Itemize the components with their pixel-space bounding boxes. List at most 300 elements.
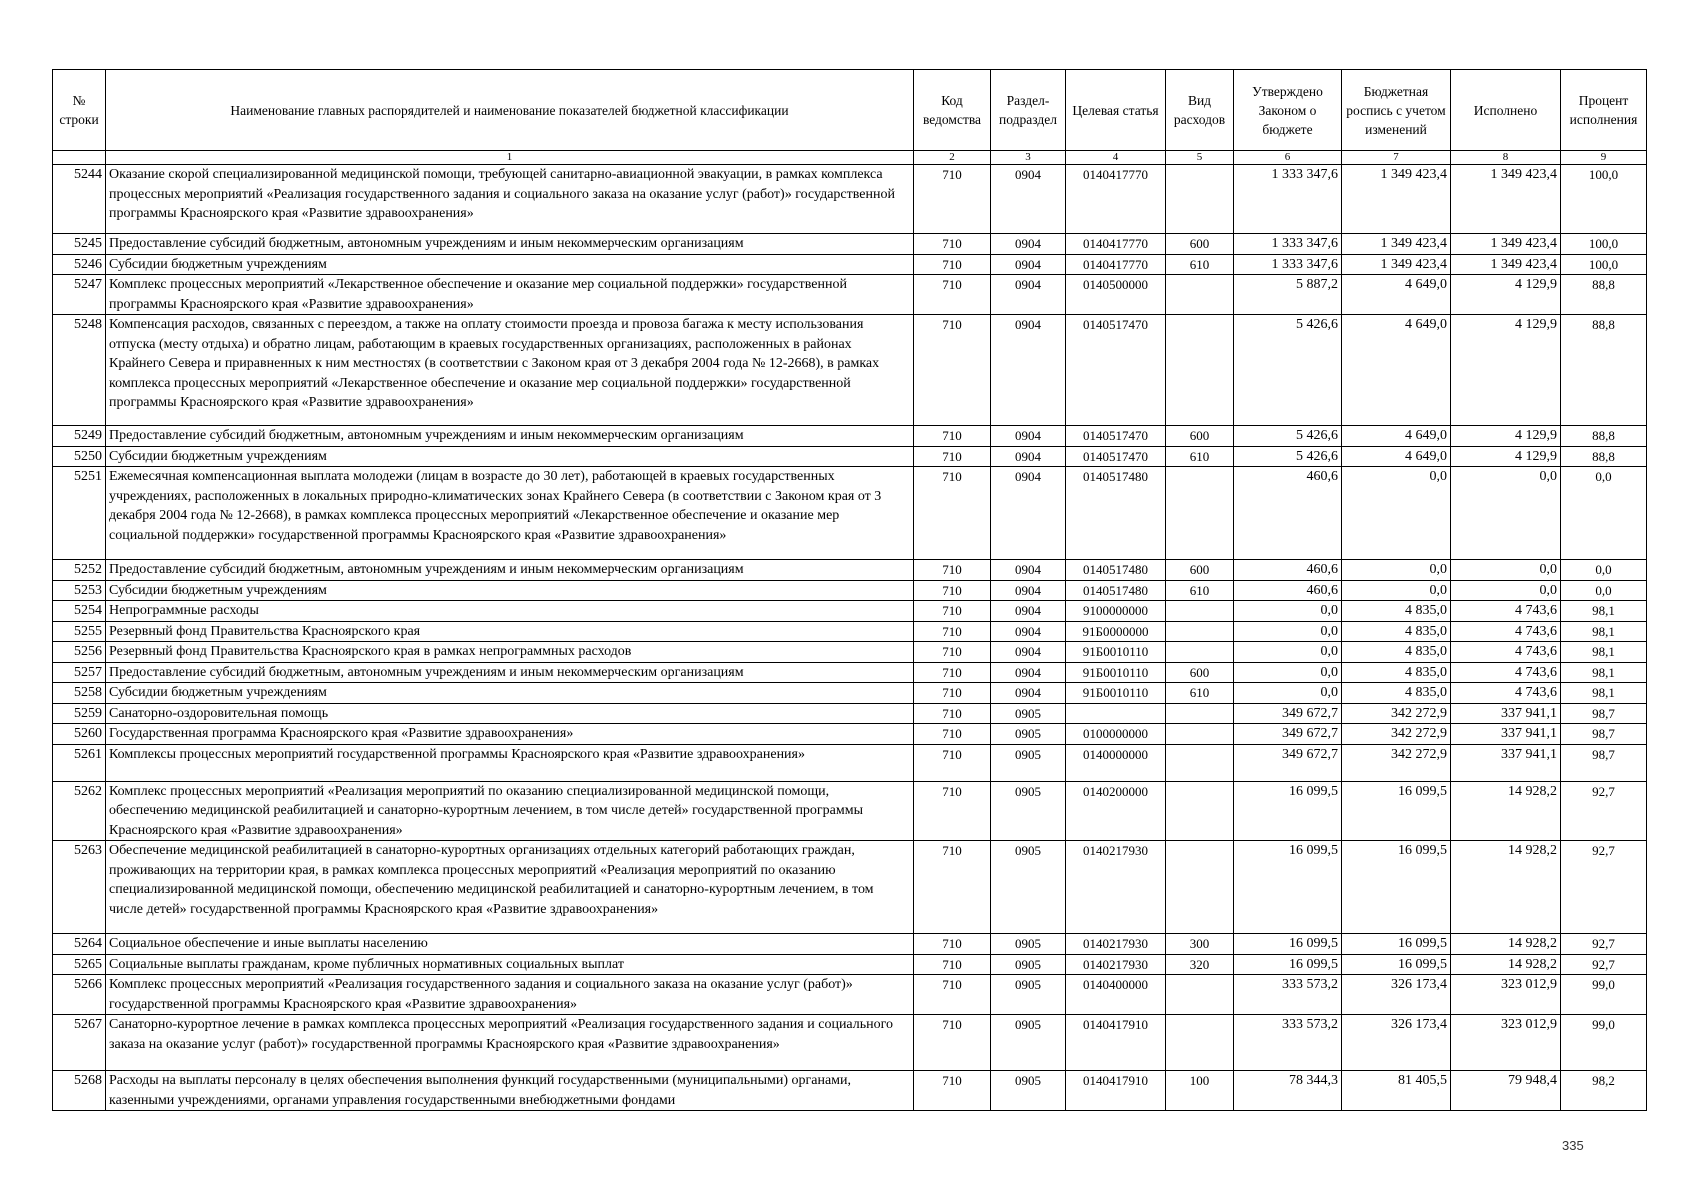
budget-table: [52, 69, 1647, 1111]
header-approved: Утверждено Законом о бюджете: [1234, 70, 1342, 151]
row-section: 0905: [991, 703, 1066, 724]
table-row: [53, 954, 1647, 975]
row-name: Оказание скорой специализированной медицинской помощи, требующей санитарно-авиационной эвакуации, в рамках комплекса процессных мероприятий «Реализация государственного задания и социального заказа на оказание услуг (работ)» государственной программы Красноярского края «Развитие здравоохранения»: [106, 165, 914, 234]
row-budget: 0,0: [1342, 560, 1451, 581]
row-section: 0905: [991, 975, 1066, 1015]
row-number: 5253: [53, 580, 106, 601]
header-name: Наименование главных распорядителей и наименование показателей бюджетной классификации: [106, 70, 914, 151]
row-expense-type: [1166, 724, 1234, 745]
row-percent: 0,0: [1561, 580, 1647, 601]
row-approved: 0,0: [1234, 601, 1342, 622]
row-name: Резервный фонд Правительства Красноярского края: [106, 621, 914, 642]
row-expense-type: [1166, 165, 1234, 234]
row-expense-type: [1166, 467, 1234, 560]
column-number: 5: [1166, 151, 1234, 165]
row-target: 0140517480: [1066, 467, 1166, 560]
column-number: 3: [991, 151, 1066, 165]
row-approved: 349 672,7: [1234, 724, 1342, 745]
row-number: 5246: [53, 254, 106, 275]
row-expense-type: 610: [1166, 446, 1234, 467]
row-executed: 1 349 423,4: [1451, 165, 1561, 234]
table-row: [53, 234, 1647, 255]
row-executed: 4 743,6: [1451, 683, 1561, 704]
row-dept-code: 710: [914, 642, 991, 663]
row-name: Субсидии бюджетным учреждениям: [106, 580, 914, 601]
row-percent: 98,2: [1561, 1071, 1647, 1111]
header-percent: Процент исполнения: [1561, 70, 1647, 151]
header-section: Раздел-подраздел: [991, 70, 1066, 151]
row-executed: 4 129,9: [1451, 275, 1561, 315]
row-target: [1066, 703, 1166, 724]
row-budget: 4 649,0: [1342, 446, 1451, 467]
row-dept-code: 710: [914, 426, 991, 447]
row-budget: 0,0: [1342, 467, 1451, 560]
row-name: Комплекс процессных мероприятий «Лекарственное обеспечение и оказание мер социальной поддержки» государственной программы Красноярского края «Развитие здравоохранения»: [106, 275, 914, 315]
row-dept-code: 710: [914, 165, 991, 234]
row-percent: 99,0: [1561, 975, 1647, 1015]
row-approved: 1 333 347,6: [1234, 254, 1342, 275]
row-dept-code: 710: [914, 621, 991, 642]
row-dept-code: 710: [914, 724, 991, 745]
row-dept-code: 710: [914, 841, 991, 934]
row-number: 5248: [53, 315, 106, 426]
row-name: Государственная программа Красноярского края «Развитие здравоохранения»: [106, 724, 914, 745]
row-approved: 349 672,7: [1234, 703, 1342, 724]
column-number: 9: [1561, 151, 1647, 165]
table-row: [53, 642, 1647, 663]
row-number: 5265: [53, 954, 106, 975]
table-row: [53, 621, 1647, 642]
row-number: 5257: [53, 662, 106, 683]
row-target: 91Б0000000: [1066, 621, 1166, 642]
row-percent: 0,0: [1561, 467, 1647, 560]
row-expense-type: [1166, 703, 1234, 724]
row-number: 5261: [53, 744, 106, 781]
row-percent: 100,0: [1561, 165, 1647, 234]
row-name: Резервный фонд Правительства Красноярского края в рамках непрограммных расходов: [106, 642, 914, 663]
row-approved: 460,6: [1234, 467, 1342, 560]
row-section: 0904: [991, 683, 1066, 704]
table-row: [53, 975, 1647, 1015]
row-executed: 1 349 423,4: [1451, 234, 1561, 255]
row-budget: 4 649,0: [1342, 275, 1451, 315]
row-percent: 100,0: [1561, 254, 1647, 275]
row-section: 0904: [991, 662, 1066, 683]
row-section: 0904: [991, 580, 1066, 601]
table-row: [53, 275, 1647, 315]
row-percent: 98,1: [1561, 621, 1647, 642]
row-name: Компенсация расходов, связанных с переездом, а также на оплату стоимости проезда и провоза багажа к месту использования отпуска (месту отдыха) и обратно лицам, работающим в краевых государственных организациях, расположенных в районах Крайнего Севера и приравненных к ним местностях (в соответствии с Законом края от 3 декабря 2004 года № 12-2668), в рамках комплекса процессных мероприятий «Лекарственное обеспечение и оказание мер социальной поддержки» государственной программы Красноярского края «Развитие здравоохранения»: [106, 315, 914, 426]
row-expense-type: [1166, 744, 1234, 781]
table-row: [53, 165, 1647, 234]
row-percent: 98,7: [1561, 724, 1647, 745]
row-target: 0140517470: [1066, 426, 1166, 447]
row-approved: 78 344,3: [1234, 1071, 1342, 1111]
row-target: 0140417770: [1066, 165, 1166, 234]
row-budget: 342 272,9: [1342, 703, 1451, 724]
row-name: Социальное обеспечение и иные выплаты населению: [106, 934, 914, 955]
row-expense-type: 300: [1166, 934, 1234, 955]
table-row: [53, 744, 1647, 781]
row-expense-type: 610: [1166, 254, 1234, 275]
row-executed: 14 928,2: [1451, 934, 1561, 955]
row-name: Обеспечение медицинской реабилитацией в санаторно-курортных организациях отдельных категорий работающих граждан, проживающих на территории края, в рамках комплекса процессных мероприятий «Реализация мероприятий по оказанию специализированной медицинской помощи, обеспечению медицинской реабилитацией и санаторно-курортным лечением, в том числе детей» государственной программы Красноярского края «Развитие здравоохранения»: [106, 841, 914, 934]
table-row: [53, 662, 1647, 683]
row-percent: 92,7: [1561, 954, 1647, 975]
row-number: 5260: [53, 724, 106, 745]
row-executed: 337 941,1: [1451, 744, 1561, 781]
row-percent: 98,1: [1561, 642, 1647, 663]
row-name: Субсидии бюджетным учреждениям: [106, 254, 914, 275]
row-dept-code: 710: [914, 744, 991, 781]
row-dept-code: 710: [914, 467, 991, 560]
row-expense-type: [1166, 275, 1234, 315]
row-expense-type: 600: [1166, 426, 1234, 447]
row-budget: 16 099,5: [1342, 934, 1451, 955]
row-percent: 88,8: [1561, 446, 1647, 467]
row-section: 0905: [991, 1071, 1066, 1111]
row-dept-code: 710: [914, 601, 991, 622]
row-approved: 5 426,6: [1234, 426, 1342, 447]
row-approved: 0,0: [1234, 683, 1342, 704]
row-section: 0904: [991, 446, 1066, 467]
row-executed: 4 743,6: [1451, 621, 1561, 642]
row-budget: 1 349 423,4: [1342, 254, 1451, 275]
row-number: 5249: [53, 426, 106, 447]
row-executed: 323 012,9: [1451, 1015, 1561, 1071]
row-percent: 99,0: [1561, 1015, 1647, 1071]
row-number: 5268: [53, 1071, 106, 1111]
row-executed: 0,0: [1451, 467, 1561, 560]
row-dept-code: 710: [914, 683, 991, 704]
row-section: 0904: [991, 601, 1066, 622]
row-name: Предоставление субсидий бюджетным, автономным учреждениям и иным некоммерческим организациям: [106, 662, 914, 683]
row-executed: 14 928,2: [1451, 954, 1561, 975]
row-number: 5267: [53, 1015, 106, 1071]
row-dept-code: 710: [914, 315, 991, 426]
row-expense-type: 320: [1166, 954, 1234, 975]
row-executed: 4 743,6: [1451, 662, 1561, 683]
row-name: Субсидии бюджетным учреждениям: [106, 683, 914, 704]
row-target: 0140517480: [1066, 580, 1166, 601]
row-target: 0140517480: [1066, 560, 1166, 581]
row-executed: 323 012,9: [1451, 975, 1561, 1015]
row-approved: 333 573,2: [1234, 975, 1342, 1015]
row-name: Санаторно-курортное лечение в рамках комплекса процессных мероприятий «Реализация государственного задания и социального заказа на оказание услуг (работ)» государственной программы Красноярского края «Развитие здравоохранения»: [106, 1015, 914, 1071]
row-section: 0904: [991, 165, 1066, 234]
row-executed: 1 349 423,4: [1451, 254, 1561, 275]
row-section: 0904: [991, 275, 1066, 315]
row-percent: 98,1: [1561, 683, 1647, 704]
row-target: 0140500000: [1066, 275, 1166, 315]
row-target: 9100000000: [1066, 601, 1166, 622]
row-number: 5251: [53, 467, 106, 560]
row-number: 5254: [53, 601, 106, 622]
row-budget: 16 099,5: [1342, 781, 1451, 841]
row-executed: 14 928,2: [1451, 781, 1561, 841]
row-expense-type: [1166, 315, 1234, 426]
row-target: 91Б0010110: [1066, 683, 1166, 704]
table-row: [53, 601, 1647, 622]
row-approved: 1 333 347,6: [1234, 234, 1342, 255]
row-section: 0905: [991, 724, 1066, 745]
column-number: 1: [106, 151, 914, 165]
row-dept-code: 710: [914, 703, 991, 724]
row-number: 5256: [53, 642, 106, 663]
row-section: 0904: [991, 467, 1066, 560]
row-expense-type: 610: [1166, 580, 1234, 601]
table-row: [53, 426, 1647, 447]
row-name: Комплекс процессных мероприятий «Реализация государственного задания и социального заказа на оказание услуг (работ)» государственной программы Красноярского края «Развитие здравоохранения»: [106, 975, 914, 1015]
page-number: 335: [1562, 1138, 1584, 1153]
row-approved: 333 573,2: [1234, 1015, 1342, 1071]
row-percent: 100,0: [1561, 234, 1647, 255]
table-row: [53, 467, 1647, 560]
row-expense-type: 600: [1166, 234, 1234, 255]
row-number: 5250: [53, 446, 106, 467]
row-budget: 4 649,0: [1342, 315, 1451, 426]
row-budget: 1 349 423,4: [1342, 234, 1451, 255]
row-name: Комплексы процессных мероприятий государственной программы Красноярского края «Развитие здравоохранения»: [106, 744, 914, 781]
row-target: 0140417910: [1066, 1015, 1166, 1071]
row-percent: 92,7: [1561, 934, 1647, 955]
row-name: Расходы на выплаты персоналу в целях обеспечения выполнения функций государственными (муниципальными) органами, казенными учреждениями, органами управления государственными внебюджетными фондами: [106, 1071, 914, 1111]
row-number: 5245: [53, 234, 106, 255]
row-section: 0904: [991, 254, 1066, 275]
row-section: 0905: [991, 744, 1066, 781]
column-number: 8: [1451, 151, 1561, 165]
table-row: [53, 934, 1647, 955]
row-name: Социальные выплаты гражданам, кроме публичных нормативных социальных выплат: [106, 954, 914, 975]
row-budget: 16 099,5: [1342, 954, 1451, 975]
row-expense-type: 100: [1166, 1071, 1234, 1111]
table-row: [53, 254, 1647, 275]
table-row: [53, 703, 1647, 724]
table-row: [53, 1015, 1647, 1071]
row-approved: 460,6: [1234, 580, 1342, 601]
table-row: [53, 841, 1647, 934]
row-executed: 0,0: [1451, 560, 1561, 581]
row-dept-code: 710: [914, 275, 991, 315]
row-target: 0140417770: [1066, 234, 1166, 255]
row-approved: 5 887,2: [1234, 275, 1342, 315]
row-target: 0140517470: [1066, 315, 1166, 426]
row-expense-type: [1166, 841, 1234, 934]
row-number: 5263: [53, 841, 106, 934]
row-approved: 0,0: [1234, 662, 1342, 683]
row-percent: 98,1: [1561, 662, 1647, 683]
table-row: [53, 580, 1647, 601]
row-name: Предоставление субсидий бюджетным, автономным учреждениям и иным некоммерческим организациям: [106, 560, 914, 581]
row-approved: 460,6: [1234, 560, 1342, 581]
row-dept-code: 710: [914, 954, 991, 975]
row-executed: 4 743,6: [1451, 642, 1561, 663]
row-target: 0140217930: [1066, 954, 1166, 975]
row-dept-code: 710: [914, 975, 991, 1015]
row-expense-type: [1166, 642, 1234, 663]
row-number: 5252: [53, 560, 106, 581]
row-dept-code: 710: [914, 234, 991, 255]
row-dept-code: 710: [914, 1071, 991, 1111]
header-executed: Исполнено: [1451, 70, 1561, 151]
row-executed: 4 129,9: [1451, 446, 1561, 467]
row-section: 0904: [991, 426, 1066, 447]
table-body: [53, 165, 1647, 1111]
row-name: Санаторно-оздоровительная помощь: [106, 703, 914, 724]
row-target: 0140000000: [1066, 744, 1166, 781]
header-row: [53, 70, 1647, 151]
row-target: 0140200000: [1066, 781, 1166, 841]
row-executed: 4 743,6: [1451, 601, 1561, 622]
column-number: 6: [1234, 151, 1342, 165]
row-section: 0905: [991, 954, 1066, 975]
row-name: Предоставление субсидий бюджетным, автономным учреждениям и иным некоммерческим организациям: [106, 234, 914, 255]
row-approved: 5 426,6: [1234, 446, 1342, 467]
row-target: 91Б0010110: [1066, 662, 1166, 683]
header-expense-type: Вид расходов: [1166, 70, 1234, 151]
header-row-no: № строки: [53, 70, 106, 151]
row-dept-code: 710: [914, 662, 991, 683]
table-row: [53, 724, 1647, 745]
row-executed: 4 129,9: [1451, 426, 1561, 447]
row-dept-code: 710: [914, 1015, 991, 1071]
row-expense-type: [1166, 975, 1234, 1015]
row-number: 5266: [53, 975, 106, 1015]
row-name: Субсидии бюджетным учреждениям: [106, 446, 914, 467]
row-target: 0140217930: [1066, 934, 1166, 955]
table-row: [53, 315, 1647, 426]
row-approved: 16 099,5: [1234, 954, 1342, 975]
table-row: [53, 446, 1647, 467]
row-approved: 0,0: [1234, 642, 1342, 663]
column-number: [53, 151, 106, 165]
row-percent: 0,0: [1561, 560, 1647, 581]
row-percent: 98,1: [1561, 601, 1647, 622]
column-number: 7: [1342, 151, 1451, 165]
row-budget: 4 649,0: [1342, 426, 1451, 447]
row-percent: 98,7: [1561, 744, 1647, 781]
row-section: 0904: [991, 234, 1066, 255]
row-dept-code: 710: [914, 934, 991, 955]
row-budget: 4 835,0: [1342, 621, 1451, 642]
row-budget: 342 272,9: [1342, 724, 1451, 745]
row-percent: 92,7: [1561, 781, 1647, 841]
row-number: 5258: [53, 683, 106, 704]
row-section: 0904: [991, 621, 1066, 642]
row-budget: 342 272,9: [1342, 744, 1451, 781]
row-expense-type: [1166, 781, 1234, 841]
table-row: [53, 781, 1647, 841]
row-executed: 0,0: [1451, 580, 1561, 601]
row-budget: 0,0: [1342, 580, 1451, 601]
column-numbers-row: [53, 151, 1647, 165]
row-approved: 349 672,7: [1234, 744, 1342, 781]
row-expense-type: 600: [1166, 662, 1234, 683]
row-executed: 337 941,1: [1451, 724, 1561, 745]
row-approved: 16 099,5: [1234, 841, 1342, 934]
row-name: Ежемесячная компенсационная выплата молодежи (лицам в возрасте до 30 лет), работающей в краевых государственных учреждениях, расположенных в локальных природно-климатических зонах Крайнего Севера (в соответствии с Законом края от 3 декабря 2004 года № 12-2668), в рамках комплекса процессных мероприятий «Лекарственное обеспечение и оказание мер социальной поддержки» государственной программы Красноярского края «Развитие здравоохранения»: [106, 467, 914, 560]
row-budget: 81 405,5: [1342, 1071, 1451, 1111]
row-expense-type: [1166, 601, 1234, 622]
row-number: 5244: [53, 165, 106, 234]
table-row: [53, 560, 1647, 581]
row-budget: 4 835,0: [1342, 662, 1451, 683]
row-target: 0140417910: [1066, 1071, 1166, 1111]
row-budget: 4 835,0: [1342, 683, 1451, 704]
row-expense-type: 610: [1166, 683, 1234, 704]
header-target: Целевая статья: [1066, 70, 1166, 151]
row-budget: 4 835,0: [1342, 601, 1451, 622]
row-budget: 326 173,4: [1342, 975, 1451, 1015]
row-name: Предоставление субсидий бюджетным, автономным учреждениям и иным некоммерческим организациям: [106, 426, 914, 447]
row-target: 0140217930: [1066, 841, 1166, 934]
row-dept-code: 710: [914, 560, 991, 581]
row-approved: 16 099,5: [1234, 934, 1342, 955]
row-percent: 88,8: [1561, 275, 1647, 315]
row-section: 0905: [991, 1015, 1066, 1071]
row-section: 0905: [991, 781, 1066, 841]
row-number: 5262: [53, 781, 106, 841]
row-approved: 0,0: [1234, 621, 1342, 642]
row-budget: 16 099,5: [1342, 841, 1451, 934]
row-target: 0140400000: [1066, 975, 1166, 1015]
row-dept-code: 710: [914, 254, 991, 275]
row-dept-code: 710: [914, 580, 991, 601]
row-dept-code: 710: [914, 446, 991, 467]
row-expense-type: 600: [1166, 560, 1234, 581]
row-percent: 92,7: [1561, 841, 1647, 934]
row-number: 5259: [53, 703, 106, 724]
row-approved: 16 099,5: [1234, 781, 1342, 841]
table-row: [53, 1071, 1647, 1111]
row-section: 0905: [991, 841, 1066, 934]
row-budget: 1 349 423,4: [1342, 165, 1451, 234]
row-percent: 88,8: [1561, 426, 1647, 447]
row-section: 0904: [991, 315, 1066, 426]
row-budget: 4 835,0: [1342, 642, 1451, 663]
row-expense-type: [1166, 621, 1234, 642]
header-dept-code: Код ведомства: [914, 70, 991, 151]
header-budget-list: Бюджетная роспись с учетом изменений: [1342, 70, 1451, 151]
row-expense-type: [1166, 1015, 1234, 1071]
row-executed: 79 948,4: [1451, 1071, 1561, 1111]
row-executed: 4 129,9: [1451, 315, 1561, 426]
row-name: Непрограммные расходы: [106, 601, 914, 622]
row-percent: 98,7: [1561, 703, 1647, 724]
row-number: 5264: [53, 934, 106, 955]
row-approved: 5 426,6: [1234, 315, 1342, 426]
row-number: 5255: [53, 621, 106, 642]
column-number: 4: [1066, 151, 1166, 165]
row-percent: 88,8: [1561, 315, 1647, 426]
row-section: 0904: [991, 560, 1066, 581]
row-executed: 337 941,1: [1451, 703, 1561, 724]
row-target: 0140417770: [1066, 254, 1166, 275]
row-approved: 1 333 347,6: [1234, 165, 1342, 234]
row-budget: 326 173,4: [1342, 1015, 1451, 1071]
row-target: 0100000000: [1066, 724, 1166, 745]
table-row: [53, 683, 1647, 704]
row-target: 0140517470: [1066, 446, 1166, 467]
column-number: 2: [914, 151, 991, 165]
row-executed: 14 928,2: [1451, 841, 1561, 934]
row-target: 91Б0010110: [1066, 642, 1166, 663]
row-number: 5247: [53, 275, 106, 315]
row-section: 0905: [991, 934, 1066, 955]
row-name: Комплекс процессных мероприятий «Реализация мероприятий по оказанию специализированной медицинской помощи, обеспечению медицинской реабилитацией и санаторно-курортным лечением, в том числе детей» государственной программы Красноярского края «Развитие здравоохранения»: [106, 781, 914, 841]
row-section: 0904: [991, 642, 1066, 663]
row-dept-code: 710: [914, 781, 991, 841]
